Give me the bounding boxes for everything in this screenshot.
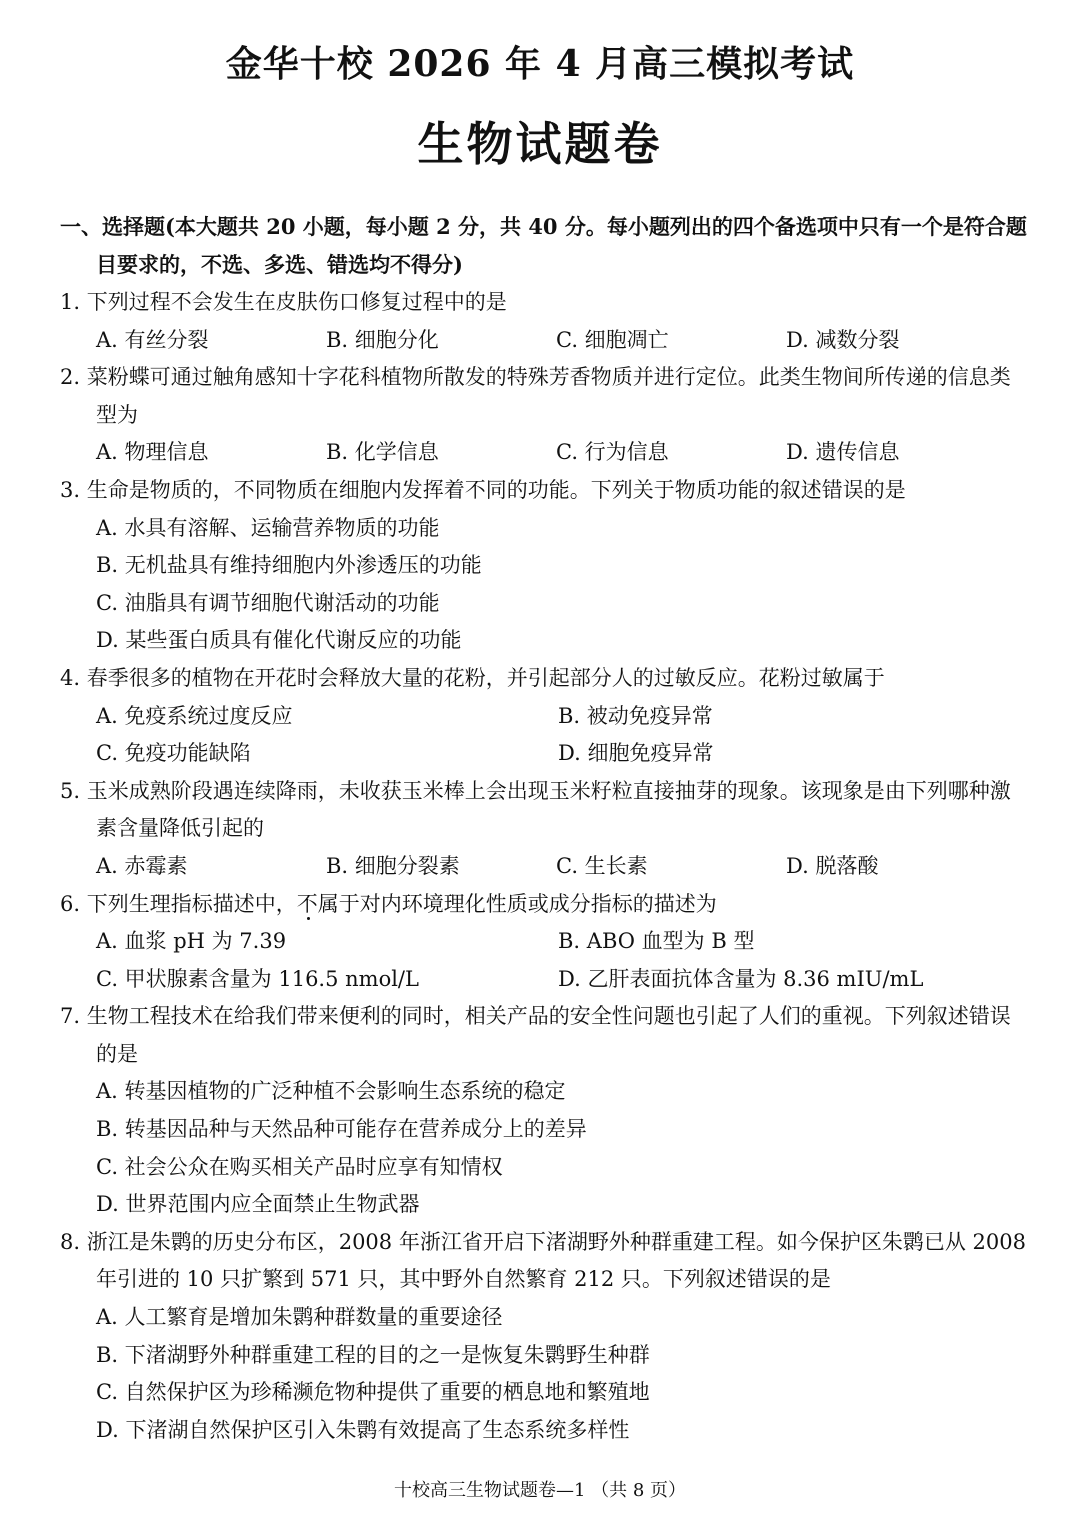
option-a: A. 转基因植物的广泛种植不会影响生态系统的稳定	[96, 1079, 566, 1104]
section-heading: 一、选择题(本大题共 20 小题，每小题 2 分，共 40 分。每小题列出的四个备选项中只有一个是符合题目要求的，不选、多选、错选均不得分)	[60, 214, 1027, 277]
option-c: C. 油脂具有调节细胞代谢活动的功能	[96, 590, 440, 615]
question-3	[60, 472, 1030, 660]
exam-content	[60, 208, 1030, 1449]
question-stem: 8. 浙江是朱鹮的历史分布区，2008 年浙江省开启下渚湖野外种群重建工程。如今保护区朱鹮已从 2008 年引进的 10 只扩繁到 571 只，其中野外自然繁育 212 只。下列叙述错误的是	[60, 1229, 1026, 1292]
option-row	[60, 698, 1030, 736]
option-c: C. 细胞凋亡	[556, 327, 669, 352]
option-c: C. 甲状腺素含量为 116.5 nmol/L	[96, 966, 419, 991]
option-b: B. 下渚湖野外种群重建工程的目的之一是恢复朱鹮野生种群	[96, 1342, 650, 1367]
option-a: A. 物理信息	[96, 440, 209, 465]
subject-title: 生物试题卷	[417, 117, 663, 171]
option-row	[60, 735, 1030, 773]
stem-part: 属于对内环境理化性质或成分指标的描述为	[317, 891, 717, 916]
exam-title: 金华十校 2026 年 4 月高三模拟考试	[225, 43, 855, 85]
option-d: D. 细胞免疫异常	[558, 741, 714, 766]
question-8	[60, 1224, 1030, 1450]
option-b: B. 被动免疫异常	[558, 703, 713, 728]
option-d: D. 下渚湖自然保护区引入朱鹮有效提高了生态系统多样性	[96, 1417, 630, 1442]
option-c: C. 自然保护区为珍稀濒危物种提供了重要的栖息地和繁殖地	[96, 1380, 650, 1405]
option-row	[60, 923, 1030, 961]
question-stem: 1. 下列过程不会发生在皮肤伤口修复过程中的是	[60, 290, 507, 314]
option-b: B. ABO 血型为 B 型	[558, 929, 755, 954]
question-stem: 3. 生命是物质的，不同物质在细胞内发挥着不同的功能。下列关于物质功能的叙述错误的是	[60, 477, 906, 502]
option-d: D. 脱落酸	[786, 853, 879, 878]
option-a: A. 有丝分裂	[96, 327, 209, 352]
option-c: C. 社会公众在购买相关产品时应享有知情权	[96, 1154, 503, 1179]
option-b: B. 无机盐具有维持细胞内外渗透压的功能	[96, 553, 482, 578]
option-a: A. 免疫系统过度反应	[96, 703, 293, 728]
emphasis-char: 不	[296, 891, 318, 916]
option-c: C. 免疫功能缺陷	[96, 741, 251, 766]
option-c: C. 生长素	[556, 853, 648, 878]
question-6	[60, 886, 1030, 999]
option-a: A. 血浆 pH 为 7.39	[96, 929, 287, 954]
option-b: B. 化学信息	[326, 440, 439, 465]
question-1	[60, 284, 1030, 359]
question-2	[60, 359, 1030, 472]
option-d: D. 世界范围内应全面禁止生物武器	[96, 1192, 420, 1217]
option-d: D. 乙肝表面抗体含量为 8.36 mIU/mL	[558, 966, 924, 991]
question-stem: 5. 玉米成熟阶段遇连续降雨，未收获玉米棒上会出现玉米籽粒直接抽芽的现象。该现象是由下列哪种激素含量降低引起的	[60, 778, 1011, 841]
question-stem: 4. 春季很多的植物在开花时会释放大量的花粉，并引起部分人的过敏反应。花粉过敏属于	[60, 665, 885, 690]
option-c: C. 行为信息	[556, 440, 669, 465]
option-b: B. 细胞分裂素	[326, 853, 460, 878]
question-stem	[60, 886, 1030, 924]
question-stem: 7. 生物工程技术在给我们带来便利的同时，相关产品的安全性问题也引起了人们的重视。下列叙述错误的是	[60, 1004, 1011, 1066]
question-stem: 2. 菜粉蝶可通过触角感知十字花科植物所散发的特殊芳香物质并进行定位。此类生物间所传递的信息类型为	[60, 365, 1011, 427]
question-5	[60, 773, 1030, 886]
option-row	[60, 961, 1030, 999]
question-7	[60, 998, 1030, 1224]
option-b: B. 细胞分化	[326, 327, 439, 352]
option-d: D. 某些蛋白质具有催化代谢反应的功能	[96, 628, 462, 653]
option-row	[60, 848, 1030, 886]
stem-part: 6. 下列生理指标描述中，	[60, 891, 297, 916]
option-a: A. 人工繁育是增加朱鹮种群数量的重要途径	[96, 1305, 503, 1330]
option-row	[60, 322, 1030, 360]
option-d: D. 遗传信息	[786, 440, 900, 465]
option-d: D. 减数分裂	[786, 327, 900, 352]
page-footer: 十校高三生物试题卷—1 （共 8 页）	[393, 1480, 687, 1501]
option-a: A. 水具有溶解、运输营养物质的功能	[96, 515, 440, 540]
question-4	[60, 660, 1030, 773]
option-b: B. 转基因品种与天然品种可能存在营养成分上的差异	[96, 1117, 587, 1142]
option-a: A. 赤霉素	[96, 853, 188, 878]
option-row	[60, 434, 1030, 472]
